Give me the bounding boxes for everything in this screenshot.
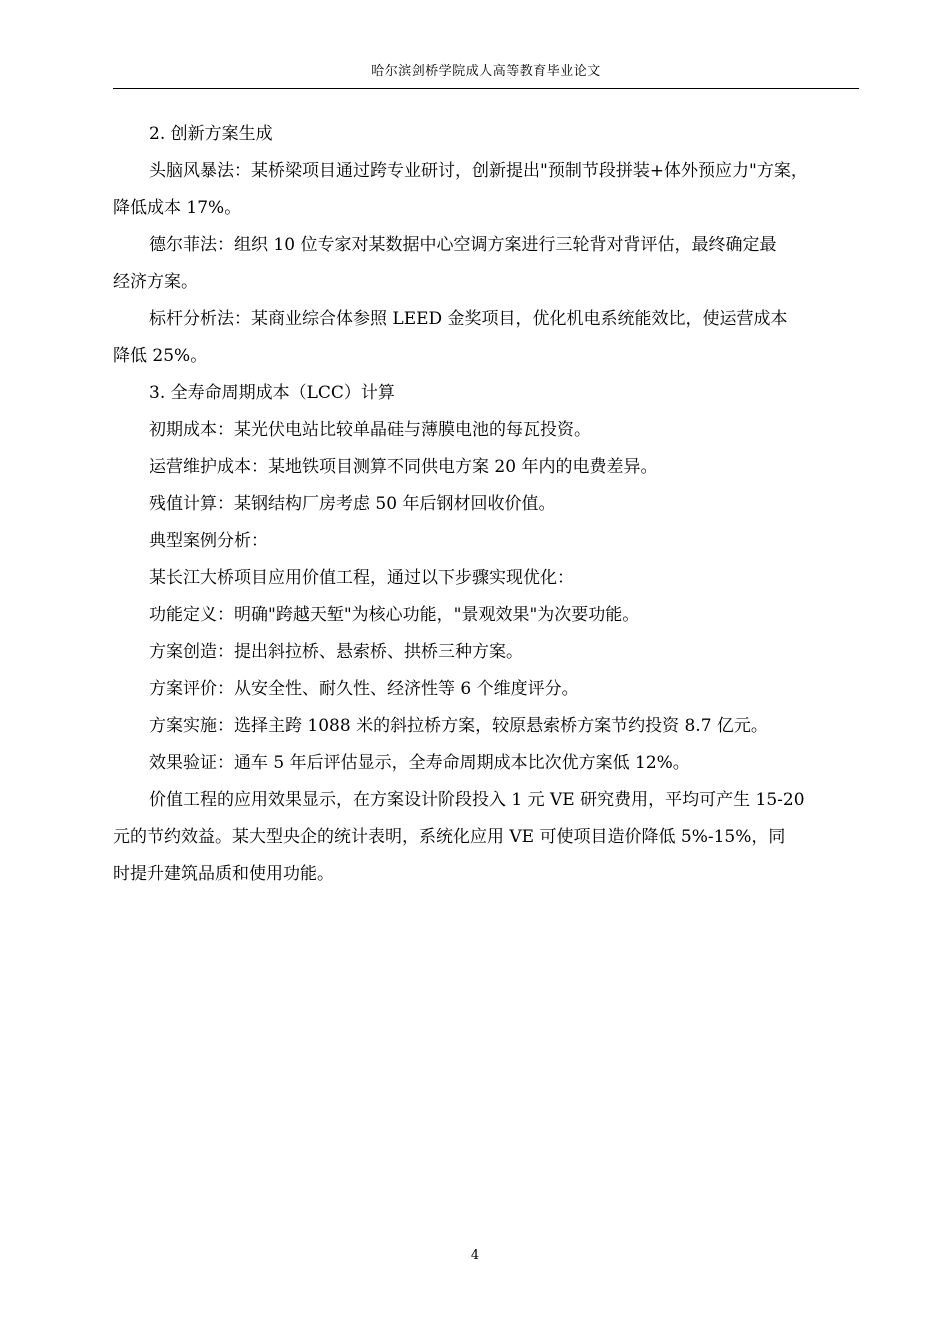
section-heading-lcc: 3. 全寿命周期成本（LCC）计算 <box>149 383 395 403</box>
paragraph-line: 时提升建筑品质和使用功能。 <box>113 864 334 884</box>
paragraph-line: 价值工程的应用效果显示，在方案设计阶段投入 1 元 VE 研究费用，平均可产生 15-20 <box>149 790 805 810</box>
paragraph-line: 方案评价：从安全性、耐久性、经济性等 6 个维度评分。 <box>149 679 579 699</box>
paragraph-line: 某长江大桥项目应用价值工程，通过以下步骤实现优化： <box>149 568 574 588</box>
paragraph-line: 降低成本 17%。 <box>113 198 242 218</box>
paragraph-line: 元的节约效益。某大型央企的统计表明，系统化应用 VE 可使项目造价降低 5%-15%，同 <box>113 827 786 847</box>
paragraph-line: 初期成本：某光伏电站比较单晶硅与薄膜电池的每瓦投资。 <box>149 420 591 440</box>
paragraph-line: 降低 25%。 <box>113 346 208 366</box>
section-heading-innovation: 2. 创新方案生成 <box>149 124 273 144</box>
paragraph-line: 德尔菲法：组织 10 位专家对某数据中心空调方案进行三轮背对背评估，最终确定最 <box>149 235 777 255</box>
paragraph-line: 标杆分析法：某商业综合体参照 LEED 金奖项目，优化机电系统能效比，使运营成本 <box>149 309 788 329</box>
paragraph-line: 残值计算：某钢结构厂房考虑 50 年后钢材回收价值。 <box>149 494 556 514</box>
paragraph-line: 方案实施：选择主跨 1088 米的斜拉桥方案，较原悬索桥方案节约投资 8.7 亿元。 <box>149 716 768 736</box>
header-divider <box>113 88 859 89</box>
paragraph-line: 效果验证：通车 5 年后评估显示，全寿命周期成本比次优方案低 12%。 <box>149 753 690 773</box>
paragraph-line: 运营维护成本：某地铁项目测算不同供电方案 20 年内的电费差异。 <box>149 457 658 477</box>
paragraph-line: 典型案例分析： <box>149 531 268 551</box>
page-number: 4 <box>470 1248 480 1263</box>
body-text <box>113 116 859 893</box>
paragraph-line: 头脑风暴法：某桥梁项目通过跨专业研讨，创新提出"预制节段拼装+体外预应力"方案， <box>149 161 808 181</box>
paragraph-line: 功能定义：明确"跨越天堑"为核心功能，"景观效果"为次要功能。 <box>149 605 640 625</box>
page-header: 哈尔滨剑桥学院成人高等教育毕业论文 <box>371 64 601 79</box>
paragraph-line: 方案创造：提出斜拉桥、悬索桥、拱桥三种方案。 <box>149 642 523 662</box>
paragraph-line: 经济方案。 <box>113 272 198 292</box>
